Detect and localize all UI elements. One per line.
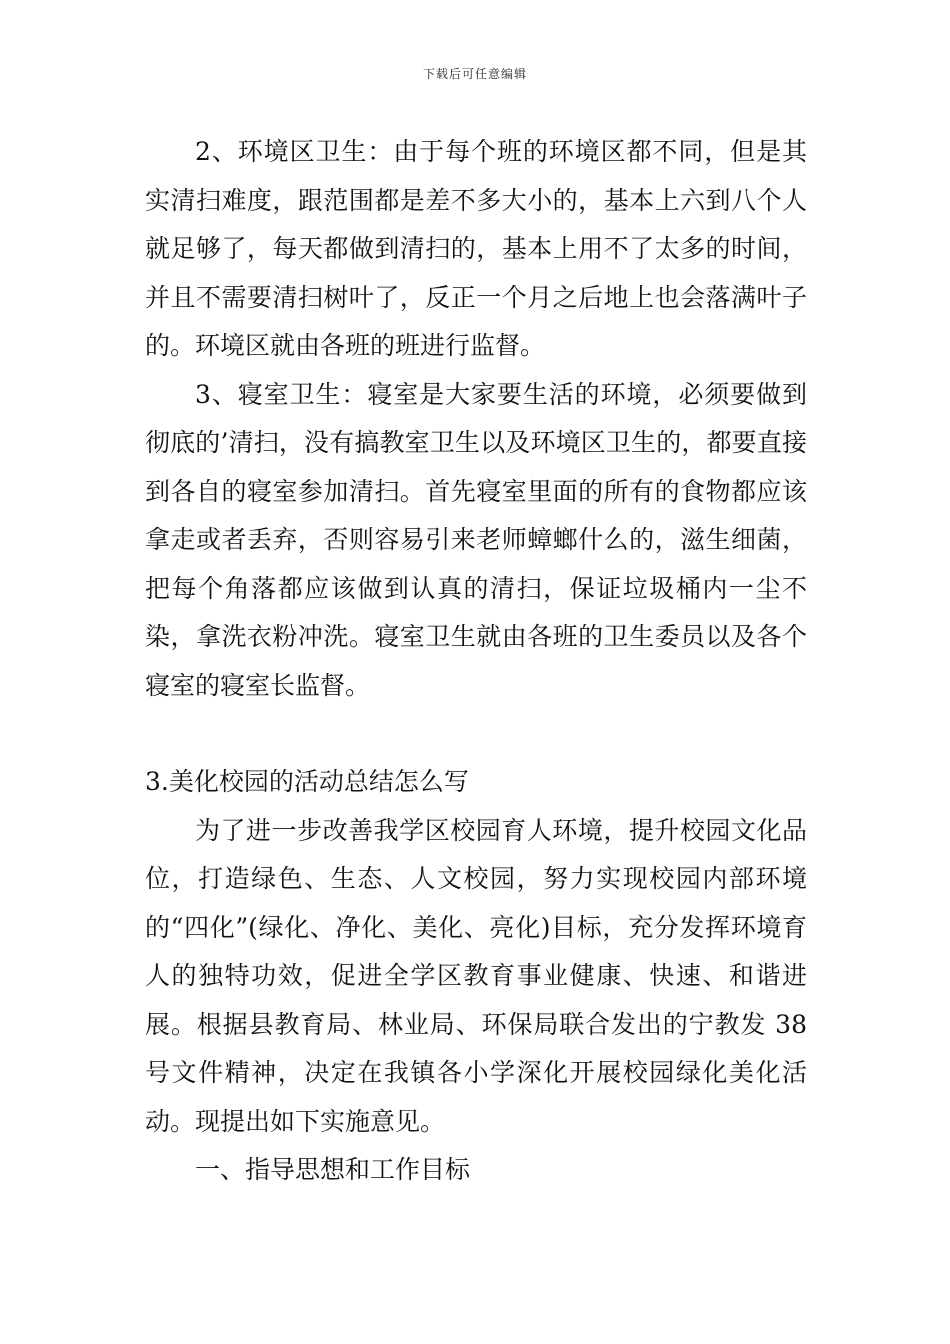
paragraph-intro: 为了进一步改善我学区校园育人环境，提升校园文化品位，打造绿色、生态、人文校园，努力实现校园内部环境的“四化”(绿化、净化、美化、亮化)目标，充分发挥环境育人的独特功效，促进全学区教育事业健康、快速、和谐进展。根据县教育局、林业局、环保局联合发出的宁教发 38 号文件精神，决定在我镇各小学深化开展校园绿化美化活动。现提出如下实施意见。 [145, 815, 807, 1136]
paragraph-environment-area: 2、环境区卫生：由于每个班的环境区都不同，但是其实清扫难度，跟范围都是差不多大小的，基本上六到八个人就足够了，每天都做到清扫的，基本上用不了太多的时间，并且不需要清扫树叶了，反正一个月之后地上也会落满叶子的。环境区就由各班的班进行监督。 [145, 137, 807, 360]
section-title: 3.美化校园的活动总结怎么写 [145, 767, 469, 796]
page-header-note: 下载后可任意编辑 [422, 67, 527, 81]
subheading-guiding-ideas: 一、指导思想和工作目标 [195, 1155, 471, 1184]
paragraph-dormitory: 3、寝室卫生：寝室是大家要生活的环境，必须要做到彻底的’清扫，没有搞教室卫生以及环境区卫生的，都要直接到各自的寝室参加清扫。首先寝室里面的所有的食物都应该拿走或者丢弃，否则容易引来老师蟑螂什么的，滋生细菌，把每个角落都应该做到认真的清扫，保证垃圾桶内一尘不染，拿洗衣粉冲洗。寝室卫生就由各班的卫生委员以及各个寝室的寝室长监督。 [145, 379, 807, 700]
document-body [145, 128, 807, 1195]
blank-line [145, 710, 807, 758]
